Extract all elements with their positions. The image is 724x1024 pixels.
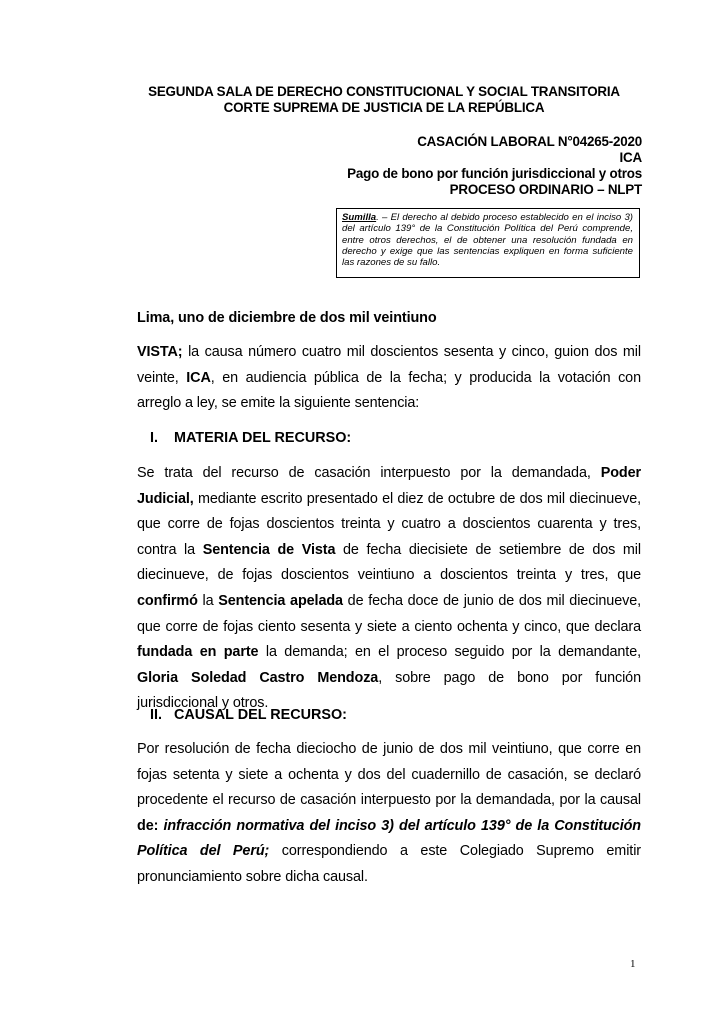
case-number: CASACIÓN LABORAL N°04265-2020 — [417, 134, 642, 149]
section-number: I. — [150, 430, 158, 446]
section-number: II. — [150, 707, 162, 723]
para1-text-3: de fecha diecisiete de setiembre de dos mil diecinueve, de fojas doscientos veintiuno a doscientos treinta y tres, que — [137, 541, 642, 584]
para1-text-2: mediante escrito presentado el diez de octubre de dos mil diecinueve, que corre de fojas doscientos treinta y cuatro a doscientos cuarenta y tres, contra la — [137, 490, 641, 558]
section-title: MATERIA DEL RECURSO: — [174, 430, 352, 446]
vista-ica: ICA — [186, 369, 211, 386]
confirmo-term: confirmó — [137, 592, 198, 609]
case-subject: Pago de bono por función jurisdiccional y otros — [347, 166, 642, 181]
section-heading-causal — [150, 706, 347, 724]
para2-text-1: Por resolución de fecha dieciocho de junio de dos mil veintiuno, que corre en fojas setenta y siete a ochenta y dos del cuadernillo de casación, se declaró procedente el recurso de casación interpuesto por la demandada, por la causal — [137, 741, 641, 809]
causal-paragraph — [137, 737, 641, 891]
vista-lead: VISTA; — [137, 344, 183, 360]
sentencia-apelada: Sentencia apelada — [218, 592, 343, 609]
para1-text-6: la demanda; en el proceso seguido por la demandante, — [258, 644, 641, 661]
sentencia-de-vista: Sentencia de Vista — [202, 541, 336, 558]
sumilla-box — [336, 208, 640, 278]
fundada-en-parte: fundada en parte — [137, 644, 259, 661]
para2-de: de: — [137, 817, 159, 834]
para2-text-2: correspondiendo a este Colegiado Supremo emitir pronunciamiento sobre dicha causal. — [137, 843, 641, 885]
para1-text-1: Se trata del recurso de casación interpuesto por la demandada, — [137, 465, 601, 481]
section-title: CAUSAL DEL RECURSO: — [174, 707, 347, 723]
page-number: 1 — [630, 958, 636, 970]
case-process: PROCESO ORDINARIO – NLPT — [449, 182, 642, 197]
materia-paragraph — [137, 461, 641, 717]
party-poder-judicial: Poder Judicial, — [137, 465, 641, 507]
para1-text-4: la — [197, 592, 219, 609]
court-name-heading: CORTE SUPREMA DE JUSTICIA DE LA REPÚBLICA — [223, 100, 545, 115]
section-heading-materia — [150, 429, 351, 447]
infraccion-normativa: infracción normativa del inciso 3) del artículo 139° de la Constitución Política del Perú; — [137, 817, 641, 860]
sumilla-lead: Sumilla — [342, 212, 377, 223]
plaintiff-name: Gloria Soledad Castro Mendoza — [137, 669, 379, 686]
case-place: ICA — [619, 150, 642, 165]
date-line: Lima, uno de diciembre de dos mil veintiuno — [137, 310, 437, 326]
vista-text-2: , en audiencia pública de la fecha; y producida la votación con arreglo a ley, se emite la siguiente sentencia: — [137, 369, 641, 412]
sumilla-text: . – El derecho al debido proceso establecido en el inciso 3) del artículo 139° de la Constitución Política del Perú comprende, entre otros derechos, el de obtener una resolución fundada en derecho y exige que las sentencias expliquen en forma suficiente las razones de su fallo. — [342, 212, 633, 269]
vista-text-1: la causa número cuatro mil doscientos sesenta y cinco, guion dos mil veinte, — [137, 344, 641, 386]
court-chamber-heading: SEGUNDA SALA DE DERECHO CONSTITUCIONAL Y SOCIAL TRANSITORIA — [148, 84, 620, 99]
para1-text-5: de fecha doce de junio de dos mil diecinueve, que corre de fojas ciento sesenta y siete a ciento ochenta y cinco, que declara — [137, 592, 641, 635]
para1-text-7: , sobre pago de bono por función jurisdiccional y otros. — [137, 669, 641, 712]
vista-paragraph — [137, 340, 641, 417]
